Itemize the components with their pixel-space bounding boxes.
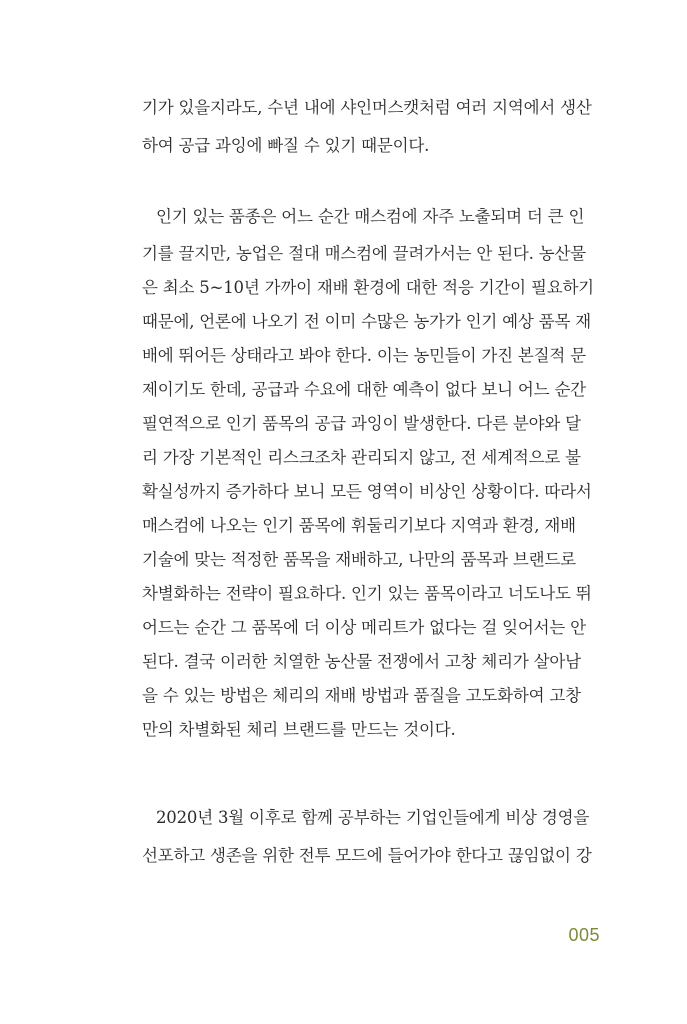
text-line: 제이기도 한데, 공급과 수요에 대한 예측이 없다 보니 어느 순간 (142, 380, 586, 399)
text-line: 확실성까지 증가하다 보니 모든 영역이 비상인 상황이다. 따라서 (142, 482, 592, 501)
text-line: 선포하고 생존을 위한 전투 모드에 들어가야 한다고 끊임없이 강 (142, 846, 592, 865)
text-line: 매스컴에 나오는 인기 품목에 휘둘리기보다 지역과 환경, 재배 (142, 516, 576, 535)
text-line: 기를 끌지만, 농업은 절대 매스컴에 끌려가서는 안 된다. 농산물 (142, 244, 586, 263)
text-line: 인기 있는 품종은 어느 순간 매스컴에 자주 노출되며 더 큰 인 (156, 207, 585, 226)
text-line: 배에 뛰어든 상태라고 봐야 한다. 이는 농민들이 가진 본질적 문 (142, 346, 586, 365)
text-line: 어드는 순간 그 품목에 더 이상 메리트가 없다는 걸 잊어서는 안 (142, 618, 586, 637)
text-line: 된다. 결국 이러한 치열한 농산물 전쟁에서 고창 체리가 살아남 (142, 652, 581, 671)
text-line: 필연적으로 인기 품목의 공급 과잉이 발생한다. 다른 분야와 달 (142, 414, 581, 433)
text-line: 2020년 3월 이후로 함께 공부하는 기업인들에게 비상 경영을 (156, 808, 590, 827)
text-line: 때문에, 언론에 나오기 전 이미 수많은 농가가 인기 예상 품목 재 (142, 312, 591, 331)
text-line: 기술에 맞는 적정한 품목을 재배하고, 나만의 품목과 브랜드로 (142, 550, 576, 569)
text-line: 차별화하는 전략이 필요하다. 인기 있는 품목이라고 너도나도 뛰 (142, 584, 592, 603)
text-line: 만의 차별화된 체리 브랜드를 만드는 것이다. (142, 720, 456, 739)
text-line: 기가 있을지라도, 수년 내에 샤인머스캣처럼 여러 지역에서 생산 (142, 98, 592, 117)
text-line: 리 가장 기본적인 리스크조차 관리되지 않고, 전 세계적으로 불 (142, 448, 581, 467)
text-line: 하여 공급 과잉에 빠질 수 있기 때문이다. (142, 136, 430, 155)
text-line: 은 최소 5~10년 가까이 재배 환경에 대한 적응 기간이 필요하기 (142, 278, 594, 297)
text-line: 을 수 있는 방법은 체리의 재배 방법과 품질을 고도화하여 고창 (142, 686, 581, 705)
page-number: 005 (568, 925, 600, 945)
